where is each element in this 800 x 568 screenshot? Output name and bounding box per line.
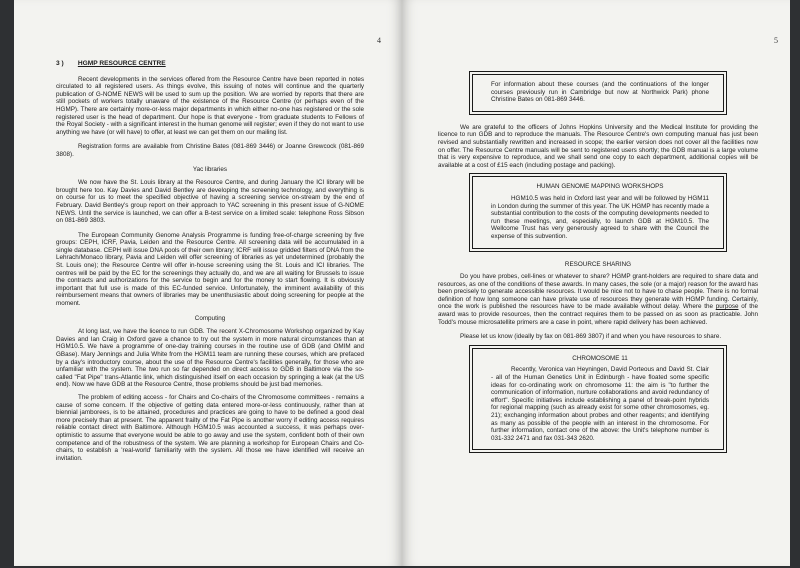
courses-info-box [472, 74, 724, 112]
computing-paragraph: At long last, we have the licence to run GDB. The recent X-Chromosome Workshop organized by Kay Davies and Ian Craig in Oxford gave a chance to try out the system in more natural circumstances than at HGM10.5. We have a programme of one-day training courses in the routine use of GDB (and OMIM and GBase). Mary Jennings and Julia White from the HGM11 team are running these courses, which are prefaced by a day's introductory course, about the use of the Resource Centre's facilities generally, for those who are unfamiliar with the system. The two run so far depended on direct access to GDB in Baltimore via the so-called "Fat Pipe" trans-Atlantic link, which distinguished itself on each occasion by springing a leak (at the US end). Now we have GDB at the Resource Centre, those problems should be just bad memories. [56, 328, 364, 389]
resource-sharing-heading: RESOURCE SHARING [564, 260, 632, 268]
section-number: 3 ) [56, 60, 64, 67]
gdb-licence-paragraph: We are grateful to the officers of Johns Hopkins University and the Medical Institute for providing the licence to run GDB and to reproduce the manuals. The Resource Centre's own computing manual has just been revised and substantially rewritten and increased in scope; the earlier version does not cover all the facilities now on offer. The Resource Centre manuals will be sent to registered users shortly; the GDB manual is a large volume that is very expensive to reproduce, and we shall send one copy to each department, additional copies will be available at a cost of £15 each (including postage and packing). [438, 123, 758, 169]
mapping-workshops-box [472, 176, 724, 248]
resource-sharing-text: of the award was to provide resources, then the contract requires them to be passed on as soon as practicable. John Todd's mouse microsatellite primers are a case in point, where rapid delivery has been achieved. [438, 303, 758, 326]
registration-paragraph: Registration forms are available from Christine Bates (081-869 3446) or Joanne Grewcock (081-869 3808). [56, 143, 364, 158]
intro-paragraph: Recent developments in the services offered from the Resource Centre have been reported in notes circulated to all registered users. As things evolve, this issuing of notes will continue and the quarterly publication of G-NOME NEWS will be used to sum up the position. We are worried by reports that there are still pockets of workers totally unaware of the existence of the Resource Centre (or perhaps even of the HGMP). There are certainly more-or-less major departments in which either no-one has registered or the sole registered user is the head of department. Our hope is that everyone - from graduate students to Fellows of the Royal Society - with a significant interest in the human genome will register; even if they do not want to use anything we have (or will have) to offer, at least we can get them on our mailing list. [56, 75, 365, 136]
mapping-workshops-text: HGM10.5 was held in Oxford last year and will be followed by HGM11 in London during the summer of this year. The UK HGMP has recently made a substantial contribution to the costs of the computing developments needed to run these meetings, and, especially, to launch GDB at HGM10.5. The Wellcome Trust has very generously agreed to share with the Council the expense of this subvention. [491, 194, 709, 240]
page-number: 5 [774, 36, 778, 45]
underlined-word: purpose [715, 303, 739, 311]
resource-sharing-text: Do you have probes, cell-lines or whatever to share? HGMP grant-holders are required to share data and resources, as one of the conditions of these awards. In many cases, the sole (or a major) reason for the award has been precisely to generate accessible resources. It would be nice not to have to chase people. There is no formal definition of how long someone can have private use of resources they generate with HGMP funding. Certainly, once the work is published the resources have to be made available without delay. Where the [438, 273, 758, 311]
yac-paragraph: The European Community Genome Analysis Programme is funding free-of-charge screening by five groups: CEPH, ICRF, Pavia, Leiden and the Resource Centre. All screening data will be accumulated in a single database. CEPH will issue DNA pools of their own library; ICRF will issue gridded filters of DNA from the Lehrach/Monaco library, Pavia and Leiden will offer screening of libraries as yet undetermined (probably the St. Louis one); the Resource Centre will offer in-house screening using the St. Louis and ICI libraries. The centres will be paid by the EC for the screenings they actually do, and we are all waiting for Brussels to issue the contracts and authorizations for the service to begin and for the money to start flowing. It is obviously important that full use is made of this EC-funded service. Unfortunately, the imminent availability of this reimbursement means that owners of libraries may be unenthusiastic about doing screening for people at the moment. [56, 231, 364, 308]
section-title-text: HGMP RESOURCE CENTRE [77, 60, 166, 67]
mapping-workshops-title: HUMAN GENOME MAPPING WORKSHOPS [536, 183, 664, 191]
left-column [56, 60, 364, 467]
courses-info-text: For information about these courses (and the continuations of the longer courses previously run in Cambridge but now at Northwick Park) phone Christine Bates on 081-869 3446. [491, 81, 709, 104]
computing-paragraph: The problem of editing access - for Chairs and Co-chairs of the Chromosome committees - remains a cause of some concern. If the objective of getting data entered more-or-less continuously, rather than at biennial jamborees, is to be attained, procedures and practices are going to have to be defined a good deal more precisely than at present. The apparent frailty of the Fat Pipe is another worry if editing access requires reliable contact direct with Baltimore. Although HGM10.5 was accounted a success, it was perhaps over-optimistic to assume that everyone would be able to go away and use the system, confident both of their own competence and of the robustness of the system. We are planning a workshop for European Chairs and Co-chairs, to establish a 'real-world' familiarity with the system. All those we have identified will receive an invitation. [56, 393, 364, 462]
left-page [14, 0, 402, 566]
resource-sharing-paragraph [438, 333, 758, 341]
right-column [438, 78, 758, 462]
section-title [56, 60, 364, 68]
chromosome-11-title: CHROMOSOME 11 [572, 354, 628, 362]
resource-sharing-text: Please let us know (ideally by fax on 081-869 3807) if and when you have resources to share. [460, 333, 722, 341]
yac-heading: Yac libraries [192, 165, 228, 173]
yac-paragraph: We now have the St. Louis library at the Resource Centre, and during January the ICI library will be brought here too. Kay Davies and David Bentley are developing the screening technology, and everything is on course for us to meet the specified objective of having a screening service on-stream by the end of February. David Bentley's group report on their approach to YAC screening in this present issue of G-NOME NEWS. Until the service is launched, we can offer a B-test service on a limited scale: telephone Ross Sibson on 081-869 3803. [56, 179, 364, 225]
page-number: 4 [377, 36, 381, 45]
resource-sharing-paragraph [438, 273, 758, 326]
right-page [402, 0, 790, 566]
document-spread [14, 0, 790, 566]
chromosome-11-box [472, 348, 724, 451]
chromosome-11-text: Recently, Veronica van Heyningen, David Porteous and David St. Clair - all of the Human Genetics Unit in Edinburgh - have floated some specific ideas for co-ordinating work on chromosome 11: the aim is "to further the communication of information, nurture collaborations and avoid redundancy of effort". Specific initiatives include establishing a panel of break-point hybrids for regional mapping (such as already exist for some other chromosomes, eg. 21); exchanging information about probes and other reagents; and identifying as many as possible of the people with an interest in the chromosome. For further information, contact one of the above: the Unit's telephone number is 031-332 2471 and fax 031-343 2620. [491, 366, 709, 442]
computing-heading: Computing [194, 314, 226, 322]
